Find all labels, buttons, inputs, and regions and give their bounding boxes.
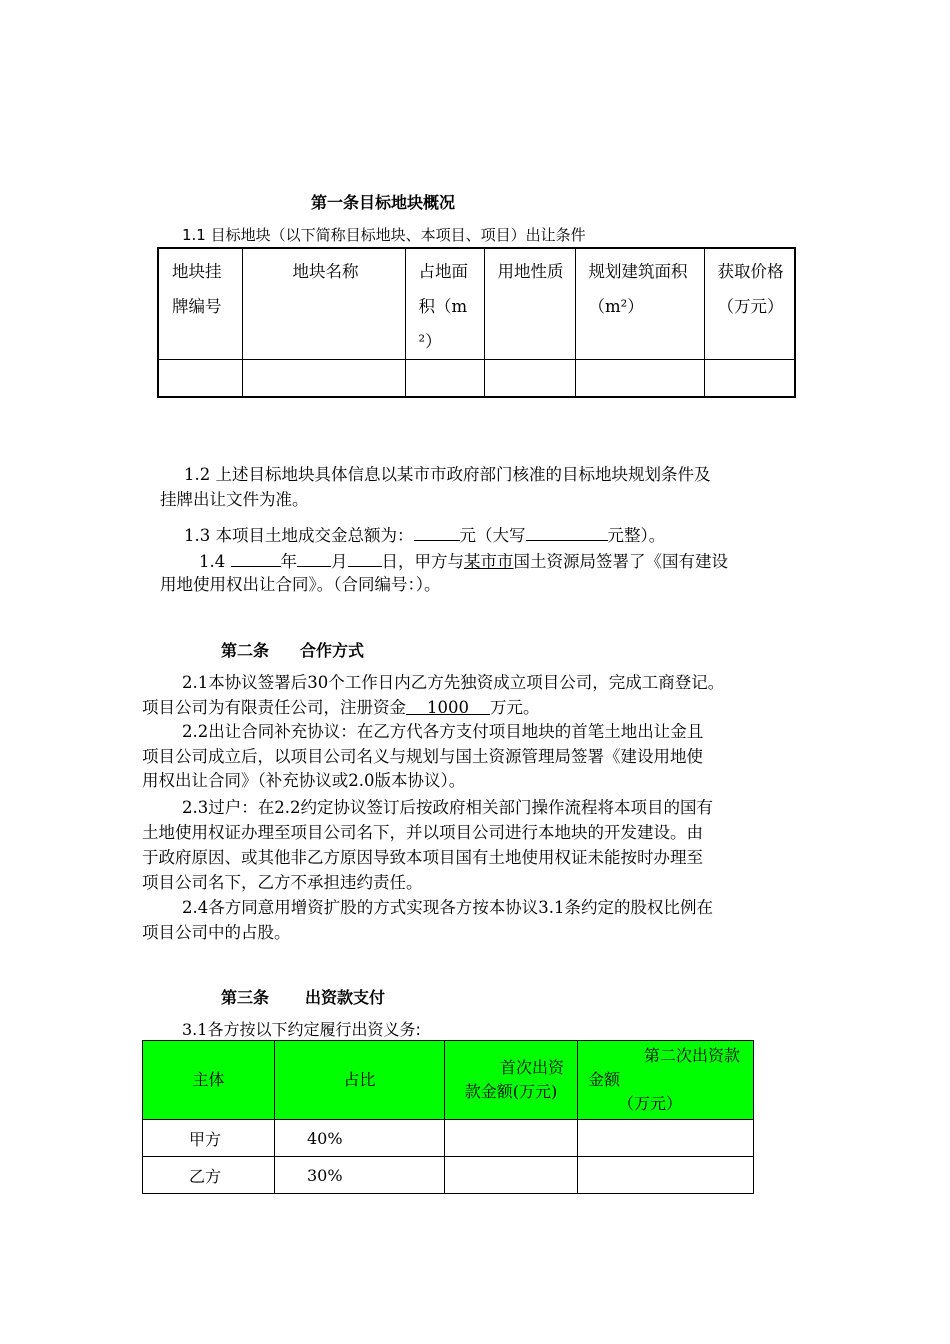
capital-contribution-table xyxy=(142,1040,754,1194)
para-2-1-line2: 项目公司为有限责任公司，注册资金 1000 万元。 xyxy=(142,698,540,717)
para-1-2-line2: 挂牌出让文件为准。 xyxy=(160,490,309,509)
cell-first xyxy=(445,1157,578,1194)
para-2-3-line2: 土地使用权证办理至项目公司名下，并以项目公司进行本地块的开发建设。由 xyxy=(142,823,703,842)
para-2-2-line2: 项目公司成立后，以项目公司名义与规划与国土资源管理局签署《建设用地使 xyxy=(142,747,703,766)
para-1-4-line2: 用地使用权出让合同》。（合同编号：）。 xyxy=(160,575,441,594)
para-2-3-line1: 2.3过户：在2.2约定协议签订后按政府相关部门操作流程将本项目的国有 xyxy=(182,798,713,817)
section1-title: 第一条目标地块概况 xyxy=(311,193,456,212)
blank-amount-words xyxy=(526,522,608,541)
col-price: 获取价格（万元） xyxy=(704,248,795,360)
cell-subject: 乙方 xyxy=(143,1157,275,1194)
para-2-4-line1: 2.4各方同意用增资扩股的方式实现各方按本协议3.1条约定的股权比例在 xyxy=(182,898,713,917)
blank-year xyxy=(231,548,281,567)
col-area: 占地面积（m²） xyxy=(405,248,484,360)
para-2-3-line4: 项目公司名下，乙方不承担违约责任。 xyxy=(142,873,423,892)
para-2-2-line3: 用权出让合同》（补充协议或2.0版本协议）。 xyxy=(142,771,466,790)
section3-title: 第三条 出资款支付 xyxy=(221,988,386,1007)
para-3-1: 3.1各方按以下约定履行出资义务: xyxy=(182,1020,421,1039)
cell-ratio: 40% xyxy=(275,1120,445,1157)
para-2-1-line1: 2.1本协议签署后30个工作日内乙方先独资成立项目公司，完成工商登记。 xyxy=(182,673,725,692)
blank-month xyxy=(297,548,331,567)
table-row xyxy=(158,360,795,398)
col-land-use: 用地性质 xyxy=(484,248,575,360)
cell-subject: 甲方 xyxy=(143,1120,275,1157)
cell-ratio: 30% xyxy=(275,1157,445,1194)
table-header-row xyxy=(143,1041,754,1120)
registered-capital: 1000 xyxy=(406,696,490,715)
section1-subtitle: 1.1 目标地块（以下简称目标地块、本项目、项目）出让条件 xyxy=(182,226,586,244)
col-plot-number: 地块挂牌编号 xyxy=(158,248,242,360)
col-ratio: 占比 xyxy=(275,1041,445,1120)
para-1-2-line1: 1.2 上述目标地块具体信息以某市市政府部门核准的目标地块规划条件及 xyxy=(184,465,711,484)
para-2-4-line2: 项目公司中的占股。 xyxy=(142,923,291,942)
col-planned-area: 规划建筑面积（m²） xyxy=(575,248,704,360)
blank-amount xyxy=(414,522,460,541)
para-2-3-line3: 于政府原因、或其他非乙方原因导致本项目国有土地使用权证未能按时办理至 xyxy=(142,848,703,867)
col-second-payment: 第二次出资款 金额 （万元） xyxy=(578,1041,754,1120)
cell-second xyxy=(578,1157,754,1194)
col-plot-name: 地块名称 xyxy=(242,248,405,360)
land-conditions-table xyxy=(157,247,796,398)
cell-second xyxy=(578,1120,754,1157)
blank-day xyxy=(348,548,382,567)
section2-title: 第二条 合作方式 xyxy=(221,641,365,660)
cell-first xyxy=(445,1120,578,1157)
col-first-payment: 首次出资 款金额(万元) xyxy=(445,1041,578,1120)
col-subject: 主体 xyxy=(143,1041,275,1120)
para-1-3: 1.3 本项目土地成交金总额为： 元（大写 元整）。 xyxy=(184,522,665,548)
table-row xyxy=(143,1157,754,1194)
para-2-2-line1: 2.2出让合同补充协议：在乙方代各方支付项目地块的首笔土地出让金且 xyxy=(182,722,704,741)
table-row xyxy=(143,1120,754,1157)
table-header-row xyxy=(158,248,795,360)
para-1-4-line1: 1.4 年 月 日，甲方与某市市国土资源局签署了《国有建设 xyxy=(199,548,728,574)
